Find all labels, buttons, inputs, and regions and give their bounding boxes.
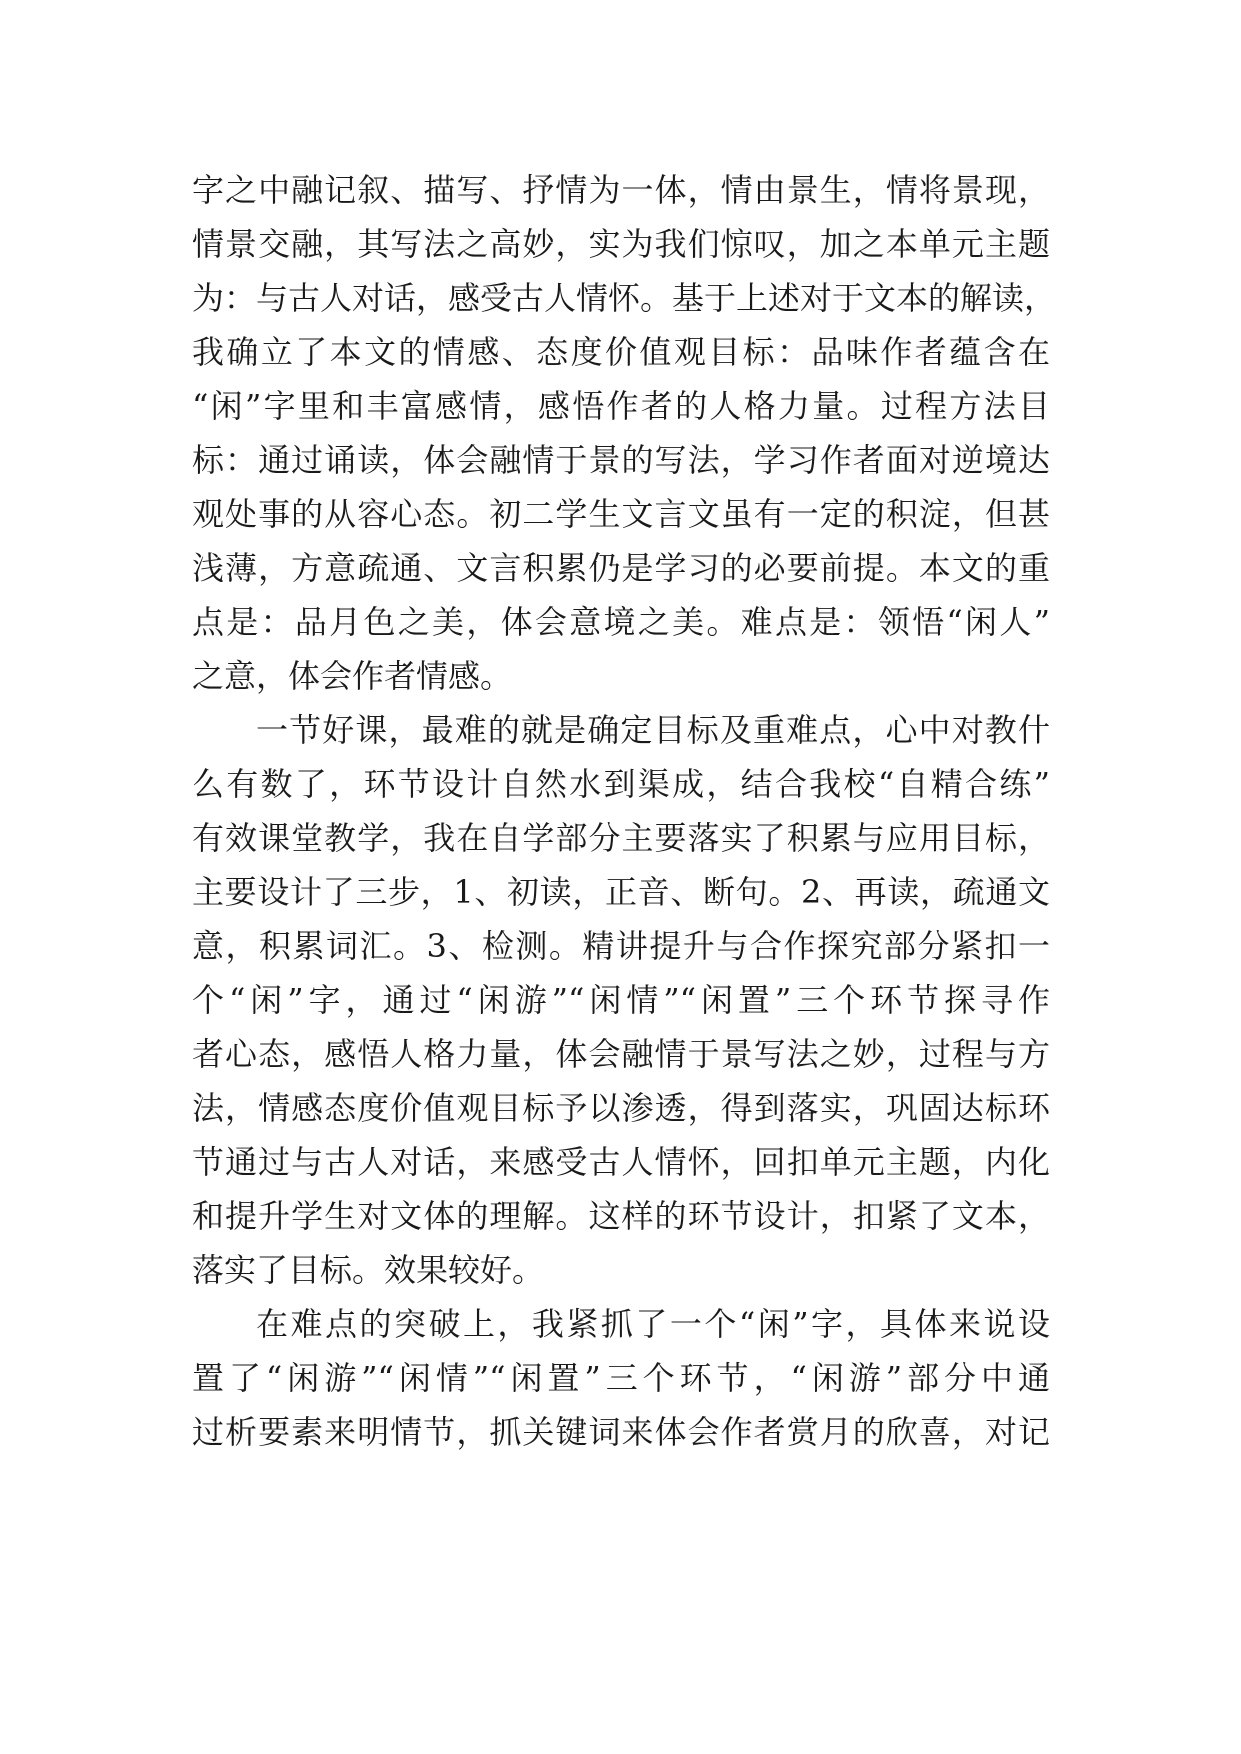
text-line: 为：与古人对话，感受古人情怀。基于上述对于文本的解读， (192, 279, 1057, 317)
text-line: 在难点的突破上，我紧抓了一个“闲”字，具体来说设 (256, 1305, 1050, 1343)
text-line: 个“闲”字，通过“闲游”“闲情”“闲置”三个环节探寻作 (192, 981, 1050, 1019)
text-line: 落实了目标。效果较好。 (192, 1251, 545, 1289)
text-line: “闲”字里和丰富感情，感悟作者的人格力量。过程方法目 (192, 387, 1050, 425)
text-line: 浅薄，方意疏通、文言积累仍是学习的必要前提。本文的重 (192, 549, 1050, 587)
text-line: 主要设计了三步，1、初读，正音、断句。2、再读，疏通文 (192, 873, 1050, 911)
text-line: 者心态，感悟人格力量，体会融情于景写法之妙，过程与方 (192, 1035, 1050, 1073)
text-line: 意，积累词汇。3、检测。精讲提升与合作探究部分紧扣一 (192, 927, 1050, 965)
text-line: 过析要素来明情节，抓关键词来体会作者赏月的欣喜，对记 (192, 1413, 1050, 1451)
text-line: 之意，体会作者情感。 (192, 657, 513, 695)
text-line: 么有数了，环节设计自然水到渠成，结合我校“自精合练” (192, 765, 1050, 803)
text-line: 字之中融记叙、描写、抒情为一体，情由景生，情将景现， (192, 171, 1050, 209)
text-line: 和提升学生对文体的理解。这样的环节设计，扣紧了文本， (192, 1197, 1050, 1235)
text-line: 标：通过诵读，体会融情于景的写法，学习作者面对逆境达 (192, 441, 1050, 479)
text-line: 情景交融，其写法之高妙，实为我们惊叹，加之本单元主题 (192, 225, 1050, 263)
text-line: 置了“闲游”“闲情”“闲置”三个环节，“闲游”部分中通 (192, 1359, 1050, 1397)
text-line: 节通过与古人对话，来感受古人情怀，回扣单元主题，内化 (192, 1143, 1050, 1181)
text-line: 点是：品月色之美，体会意境之美。难点是：领悟“闲人” (192, 603, 1050, 641)
body-text (192, 163, 1057, 1459)
text-line: 我确立了本文的情感、态度价值观目标：品味作者蕴含在 (192, 333, 1050, 371)
text-line: 一节好课，最难的就是确定目标及重难点，心中对教什 (256, 711, 1050, 749)
text-line: 观处事的从容心态。初二学生文言文虽有一定的积淀，但甚 (192, 495, 1050, 533)
text-line: 有效课堂教学，我在自学部分主要落实了积累与应用目标， (192, 819, 1050, 857)
text-line: 法，情感态度价值观目标予以渗透，得到落实，巩固达标环 (192, 1089, 1050, 1127)
